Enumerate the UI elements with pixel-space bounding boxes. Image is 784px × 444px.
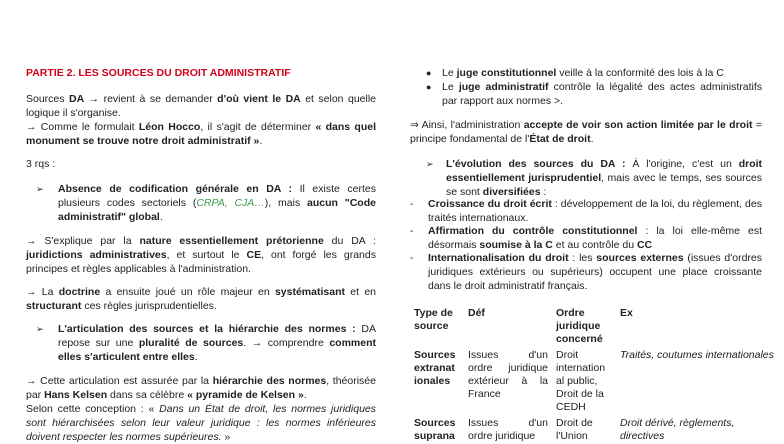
table-header-cell: Déf: [468, 307, 485, 319]
arrowhead-icon: ➢: [36, 184, 44, 194]
table-cell: Traités, coutumes internationales: [620, 349, 774, 361]
table-cell: Sources extranat ionales: [414, 349, 456, 387]
arrowhead-icon: ➢: [36, 324, 44, 334]
paragraph-sources: Sources DA → revient à se demander d'où vient le DA et selon quelle logique il s'organise.: [26, 93, 377, 119]
paragraph-doctrine: → La doctrine a ensuite joué un rôle majeur en systématisant et en structurant ces règles jurisprudentielles.: [26, 286, 376, 312]
section-heading: PARTIE 2. LES SOURCES DU DROIT ADMINISTRATIF: [26, 67, 291, 79]
table-cell: Sources suprana: [414, 417, 456, 442]
arrowhead-icon: ➢: [426, 159, 434, 169]
table-header-cell: Type de source: [414, 307, 453, 332]
table-cell: Droit dérivé, règlements, directives: [620, 417, 735, 442]
table-cell: Droit de l'Union: [556, 417, 593, 442]
table-header-cell: Ex: [620, 307, 633, 319]
paragraph-hocco: → Comme le formulait Léon Hocco, il s'agit de déterminer « dans quel monument se trouve notre droit administratif ».: [26, 121, 376, 147]
table-row: [410, 349, 780, 417]
table-cell: Issues d'un ordre juridique extérieur à la France: [468, 349, 548, 400]
dash-icon: -: [410, 225, 414, 237]
paragraph-conception: Selon cette conception : « Dans un État de droit, les normes juridiques sont hiérarchisées selon leur valeur juridique : les normes inférieures doivent respecter les normes supérieures. »: [26, 403, 376, 443]
bullet-dot-icon: ●: [426, 82, 432, 92]
dash-icon: -: [410, 198, 414, 210]
table-header-cell: Ordre juridique concerné: [556, 307, 603, 345]
paragraph-kelsen: → Cette articulation est assurée par la hiérarchie des normes, théorisée par Hans Kelsen dans sa célèbre « pyramide de Kelsen ».: [26, 375, 376, 401]
dash-icon: -: [410, 252, 414, 264]
table-cell: Issues d'un ordre juridique: [468, 417, 548, 442]
rqs-label: 3 rqs :: [26, 158, 56, 170]
sources-table: [410, 307, 780, 443]
bullet-dot-icon: ●: [426, 68, 432, 78]
table-row: [410, 417, 780, 443]
table-cell: Droit internation al public, Droit de la CEDH: [556, 349, 606, 413]
table-header-row: [410, 307, 780, 349]
paragraph-etat-de-droit: ⇒ Ainsi, l'administration accepte de voir son action limitée par le droit = principe fondamental de l'État de droit.: [410, 119, 762, 145]
paragraph-pretorienne: → S'explique par la nature essentiellement prétorienne du DA : juridictions administratives, et surtout le CE, ont forgé les grands principes et règles applicables à l'administration.: [26, 235, 377, 275]
